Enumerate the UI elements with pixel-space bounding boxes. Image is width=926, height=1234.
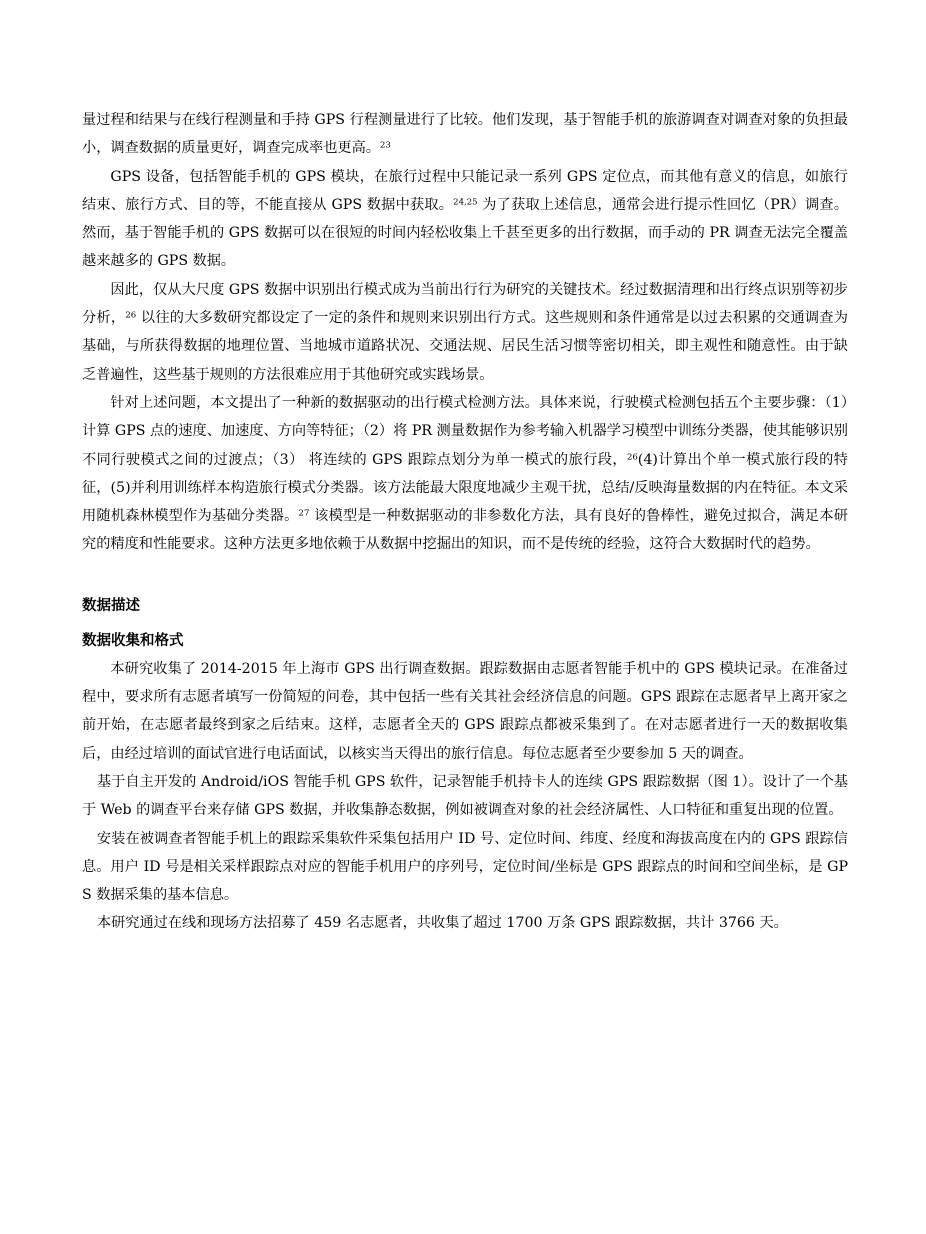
paragraph-text: (4)计算出个单一模式旅行段的特征，(5)并利用训练样本构造旅行模式分类器。该方法能最大限度地减少主观干扰，总结/反映海量数据的内在特征。本文采用随机森林模型作为基础分类器。 [82,451,848,525]
data-paragraphs [82,655,848,938]
citation-marker: 23 [379,140,391,151]
citation-marker: 27 [298,508,310,519]
paragraph-text: 针对上述问题，本文提出了一种新的数据驱动的出行模式检测方法。具体来说，行驶模式检测包括五个主要步骤：（1）计算 GPS 点的速度、加速度、方向等特征；（2）将 PR 测量数据作为参考输入机器学习模型中训练分类器，使其能够识别不同行驶模式之间的过渡点；（3） 将连续的 GPS 跟踪点划分为单一模式的旅行段， [82,394,848,468]
paragraph-2 [82,163,848,276]
paragraph-text: 安装在被调查者智能手机上的跟踪采集软件采集包括用户 ID 号、定位时间、纬度、经度和海拔高度在内的 GPS 跟踪信息。用户 ID 号是相关采样跟踪点对应的智能手机用户的序列号，定位时间/坐标是 GPS 跟踪点的时间和空间坐标，是 GPS 数据采集的基本信息。 [82,830,848,904]
document-page [82,106,848,938]
paragraph-3 [82,276,848,389]
paragraph-1 [82,106,848,163]
citation-marker: 26 [626,451,638,462]
paragraph-text: 本研究通过在线和现场方法招募了 459 名志愿者，共收集了超过 1700 万条 GPS 跟踪数据，共计 3766 天。 [96,915,788,932]
paragraph-text: 基于自主开发的 Android/iOS 智能手机 GPS 软件，记录智能手机持卡人的连续 GPS 跟踪数据（图 1）。设计了一个基于 Web 的调查平台来存储 GPS 数据，并收集静态数据，例如被调查对象的社会经济属性、人口特征和重复出现的位置。 [82,773,848,819]
citation-marker: 24,25 [453,197,478,208]
paragraph-4 [82,389,848,559]
paragraph-text: GPS 设备，包括智能手机的 GPS 模块，在旅行过程中只能记录一系列 GPS 定位点，而其他有意义的信息，如旅行结束、旅行方式、目的等，不能直接从 GPS 数据中获取。 [82,168,848,213]
paragraph-6 [82,768,848,825]
subsection-title: 数据收集和格式 [82,632,184,649]
paragraph-text: 以往的大多数研究都设定了一定的条件和规则来识别出行方式。这些规则和条件通常是以过去积累的交通调查为基础，与所获得数据的地理位置、当地城市道路状况、交通法规、居民生活习惯等密切相关，即主观性和随意性。由于缺乏普遍性，这些基于规则的方法很难应用于其他研究或实践场景。 [82,310,848,383]
paragraph-text: 本研究收集了 2014-2015 年上海市 GPS 出行调查数据。跟踪数据由志愿者智能手机中的 GPS 模块记录。在准备过程中，要求所有志愿者填写一份简短的问卷，其中包括一些有关其社会经济信息的问题。GPS 跟踪在志愿者早上离开家之前开始，在志愿者最终到家之后结束。这样，志愿者全天的 GPS 跟踪点都被采集到了。在对志愿者进行一天的数据收集后，由经过培训的面试官进行电话面试，以核实当天得出的旅行信息。每位志愿者至少要参加 5 天的调查。 [82,660,848,762]
citation-marker: 26 [125,310,137,321]
paragraph-7 [82,825,848,910]
paragraph-8 [82,909,848,937]
paragraph-text: 量过程和结果与在线行程测量和手持 GPS 行程测量进行了比较。他们发现，基于智能手机的旅游调查对调查对象的负担最小，调查数据的质量更好，调查完成率也更高。 [82,112,848,157]
paragraph-text: 为了获取上述信息，通常会进行提示性回忆（PR）调查。然而，基于智能手机的 GPS 数据可以在很短的时间内轻松收集上千甚至更多的出行数据，而手动的 PR 调查无法完全覆盖越来越多的 GPS 数据。 [82,196,849,270]
section-title: 数据描述 [82,597,140,614]
paragraph-text: 该模型是一种数据驱动的非参数化方法，具有良好的鲁棒性，避免过拟合，满足本研究的精度和性能要求。这种方法更多地依赖于从数据中挖掘出的知识，而不是传统的经验，这符合大数据时代的趋势。 [82,508,848,553]
paragraph-text: 因此，仅从大尺度 GPS 数据中识别出行模式成为当前出行行为研究的关键技术。经过数据清理和出行终点识别等初步分析， [82,281,848,327]
paragraph-5 [82,655,848,768]
intro-paragraphs [82,106,848,559]
